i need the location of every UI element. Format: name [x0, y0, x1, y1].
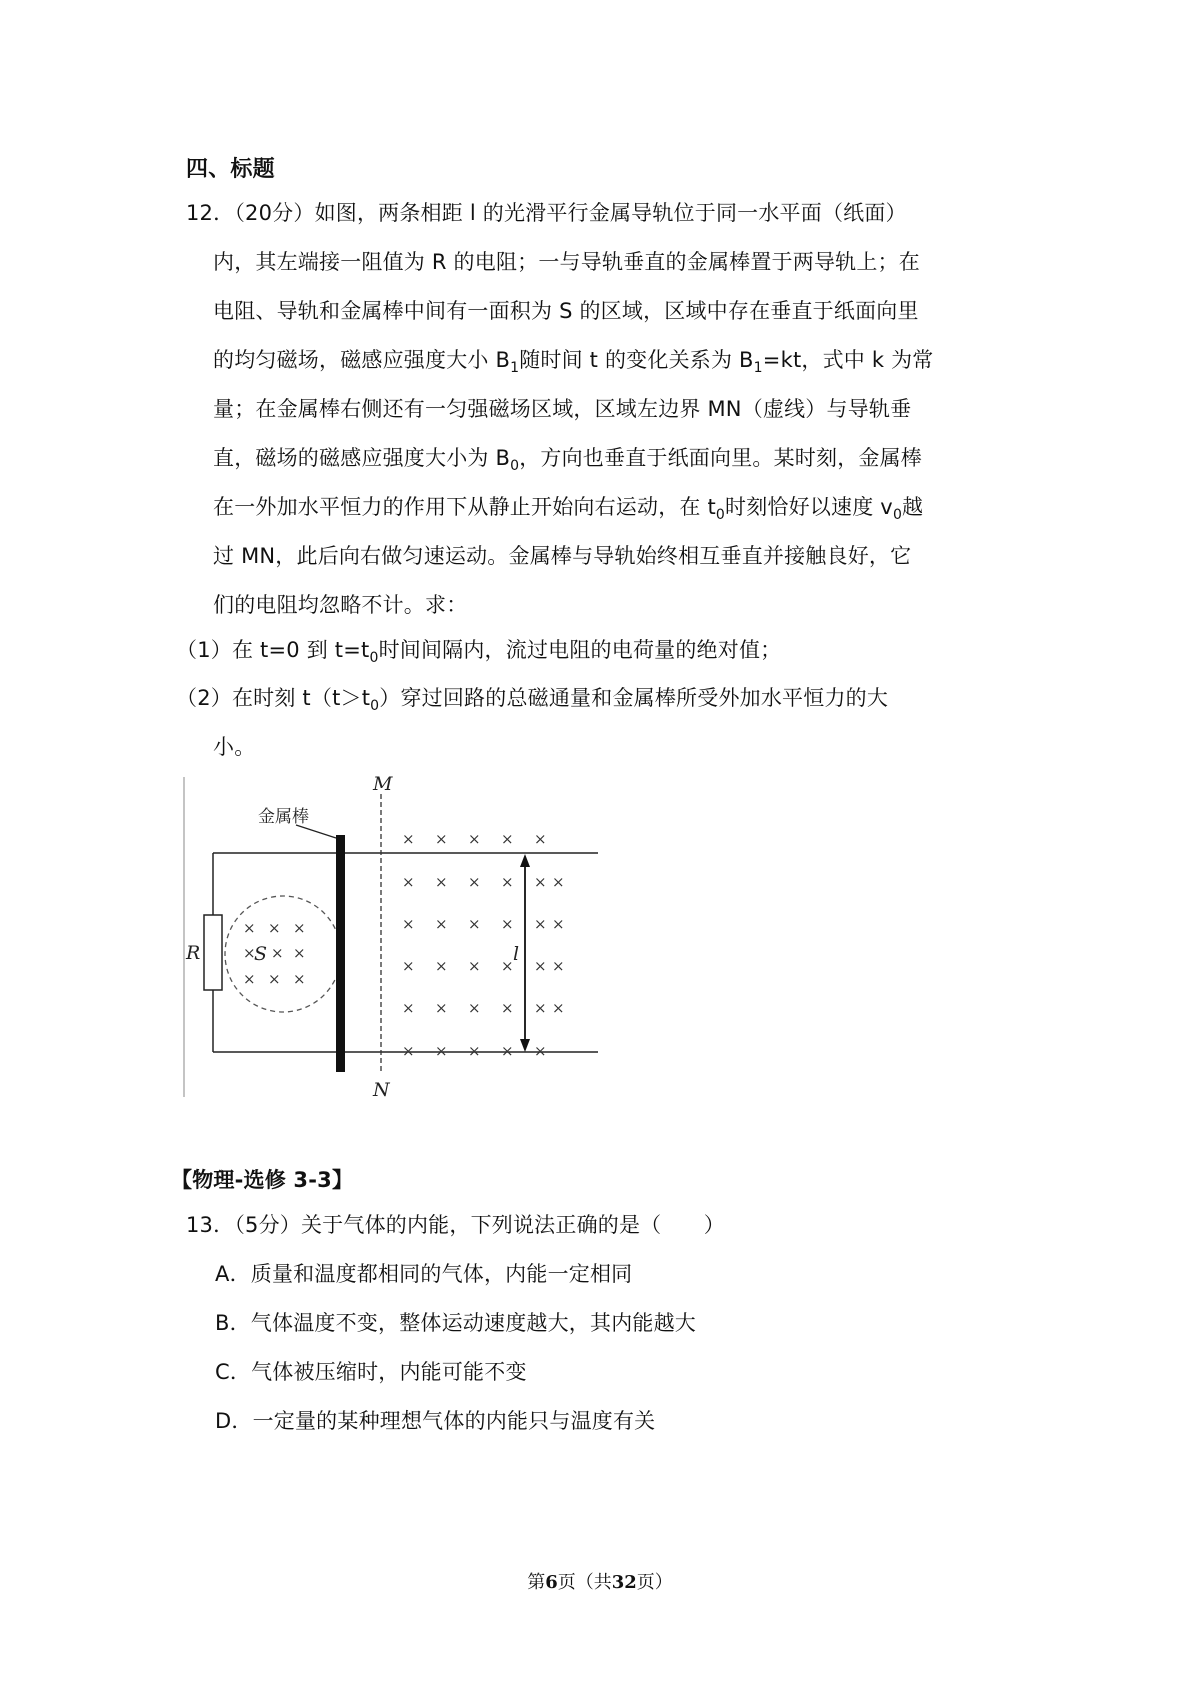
footer-prefix: 第: [527, 1572, 546, 1593]
text-segment: 越: [902, 495, 924, 519]
cross-mark: ×: [293, 944, 306, 962]
cross-mark: ×: [468, 915, 481, 933]
question-12-line-4: [213, 345, 933, 378]
field-crosses: [402, 830, 565, 1060]
question-12-line-8: 过 MN，此后向右做匀速运动。金属棒与导轨始终相互垂直并接触良好，它: [213, 544, 912, 568]
cross-mark: ×: [468, 830, 481, 848]
circuit-figure: [178, 772, 608, 1107]
question-number: 12．: [186, 201, 235, 225]
question-12-line-6: [213, 443, 922, 476]
cross-mark: ×: [435, 999, 448, 1017]
cross-mark: ×: [534, 830, 547, 848]
footer-suffix: 页）: [636, 1572, 673, 1593]
text-segment: 直，磁场的磁感应强度大小为 B: [213, 446, 511, 470]
cross-mark: ×: [435, 957, 448, 975]
cross-mark: ×: [435, 830, 448, 848]
label-m: M: [373, 773, 393, 795]
cross-mark: ×: [243, 919, 256, 937]
cross-mark: ×: [468, 873, 481, 891]
cross-mark: ×: [402, 1042, 415, 1060]
section-title: 四、标题: [186, 157, 275, 182]
cross-mark: ×: [293, 919, 306, 937]
cross-mark: ×: [435, 873, 448, 891]
text-segment: ）穿过回路的总磁通量和金属棒所受外加水平恒力的大: [379, 686, 889, 710]
arrow-head-up: [520, 854, 530, 867]
cross-mark: ×: [402, 830, 415, 848]
subscript: 1: [753, 360, 763, 376]
subscript: 0: [369, 650, 379, 666]
rod-label: 金属棒: [258, 807, 309, 827]
resistor: [204, 915, 222, 990]
cross-mark: ×: [552, 999, 565, 1017]
text-segment: =kt，式中 k 为常: [762, 348, 934, 372]
cross-mark: ×: [534, 873, 547, 891]
cross-mark: ×: [552, 873, 565, 891]
cross-mark: ×: [402, 999, 415, 1017]
cross-mark: ×: [501, 957, 514, 975]
cross-mark: ×: [271, 944, 284, 962]
question-12-line-5: 量；在金属棒右侧还有一匀强磁场区域，区域左边界 MN（虚线）与导轨垂: [213, 397, 912, 421]
text-segment: 时间间隔内，流过电阻的电荷量的绝对值；: [378, 638, 782, 662]
question-12-part-1: [176, 635, 781, 668]
subscript: 0: [510, 458, 520, 474]
question-12-line-9: 们的电阻均忽略不计。求：: [213, 593, 468, 617]
question-13-stem: 13．（5分）关于气体的内能，下列说法正确的是（ ）: [186, 1213, 725, 1237]
cross-mark: ×: [534, 1042, 547, 1060]
question-12-part-2-cont: 小。: [213, 735, 256, 759]
cross-mark: ×: [552, 957, 565, 975]
page-number: 6: [545, 1572, 558, 1593]
cross-mark: ×: [268, 970, 281, 988]
cross-mark: ×: [402, 915, 415, 933]
cross-mark: ×: [468, 957, 481, 975]
question-12-part-2: [176, 683, 888, 716]
resistor-label: R: [186, 942, 201, 964]
cross-mark: ×: [243, 944, 256, 962]
cross-mark: ×: [402, 957, 415, 975]
cross-mark: ×: [435, 915, 448, 933]
cross-mark: ×: [268, 919, 281, 937]
metal-rod: [336, 835, 345, 1072]
question-13-option-c: C．气体被压缩时，内能可能不变: [215, 1360, 527, 1384]
text-segment: （1）在 t=0 到 t=t: [176, 638, 370, 662]
text-segment: （2）在时刻 t（t＞t: [176, 686, 371, 710]
question-12-line-2: 内，其左端接一阻值为 R 的电阻；一与导轨垂直的金属棒置于两导轨上；在: [213, 250, 920, 274]
footer-middle: 页（共: [557, 1572, 612, 1593]
region-s-label: S: [254, 943, 268, 965]
cross-mark: ×: [534, 915, 547, 933]
text-segment: 时刻恰好以速度 v: [725, 495, 893, 519]
question-13-option-b: B．气体温度不变，整体运动速度越大，其内能越大: [215, 1311, 697, 1335]
cross-mark: ×: [468, 999, 481, 1017]
question-12-line-3: 电阻、导轨和金属棒中间有一面积为 S 的区域，区域中存在垂直于纸面向里: [213, 299, 919, 323]
cross-mark: ×: [243, 970, 256, 988]
cross-mark: ×: [435, 1042, 448, 1060]
question-13-option-a: A．质量和温度都相同的气体，内能一定相同: [215, 1262, 633, 1286]
subscript: 0: [370, 698, 380, 714]
cross-mark: ×: [501, 873, 514, 891]
question-12-line-7: [213, 492, 923, 525]
cross-mark: ×: [552, 915, 565, 933]
text-segment: 随时间 t 的变化关系为 B: [519, 348, 754, 372]
subscript: 0: [715, 507, 726, 523]
question-score: （20分）: [234, 201, 315, 225]
cross-mark: ×: [501, 1042, 514, 1060]
question-12-line-1: [186, 198, 907, 228]
subscript: 1: [510, 360, 520, 376]
question-text: 如图，两条相距 l 的光滑平行金属导轨位于同一水平面（纸面）: [314, 201, 907, 225]
cross-mark: ×: [501, 830, 514, 848]
text-segment: ，方向也垂直于纸面向里。某时刻，金属棒: [519, 446, 923, 470]
cross-mark: ×: [501, 999, 514, 1017]
cross-mark: ×: [468, 1042, 481, 1060]
text-segment: 在一外加水平恒力的作用下从静止开始向右运动，在 t: [213, 495, 716, 519]
label-n: N: [373, 1079, 390, 1101]
cross-mark: ×: [534, 957, 547, 975]
subscript: 0: [892, 507, 903, 523]
text-segment: 的均匀磁场，磁感应强度大小 B: [213, 348, 511, 372]
question-13-option-d: D．一定量的某种理想气体的内能只与温度有关: [215, 1409, 656, 1433]
page-total: 32: [611, 1572, 637, 1593]
arrow-head-down: [520, 1039, 530, 1052]
cross-mark: ×: [402, 873, 415, 891]
cross-mark: ×: [293, 970, 306, 988]
width-label: l: [513, 943, 520, 965]
circle-crosses: [243, 919, 306, 988]
elective-title: 【物理-选修 3-3】: [171, 1168, 354, 1192]
page-footer: [0, 1568, 1200, 1594]
cross-mark: ×: [534, 999, 547, 1017]
cross-mark: ×: [501, 915, 514, 933]
